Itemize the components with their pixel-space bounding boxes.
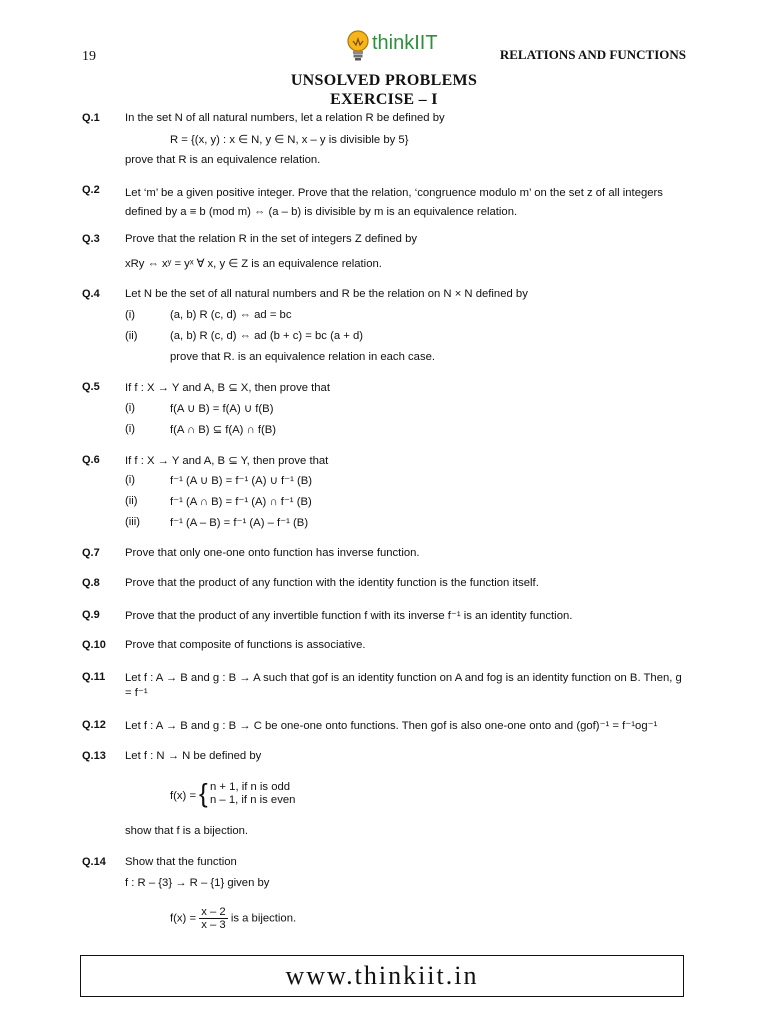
question-text: show that f is a bijection. bbox=[125, 825, 249, 837]
question-label: Q.11 bbox=[82, 671, 106, 683]
question-text: Let N be the set of all natural numbers and R be the relation on N × N defined by bbox=[125, 288, 528, 300]
question-text: In the set N of all natural numbers, let a relation R be defined by bbox=[125, 112, 445, 124]
question-label: Q.10 bbox=[82, 639, 106, 651]
function-lhs: f(x) = bbox=[170, 790, 197, 802]
question-label: Q.1 bbox=[82, 112, 100, 124]
part-label: (ii) bbox=[125, 330, 138, 342]
question-text: Show that the function bbox=[125, 856, 237, 868]
question-label: Q.12 bbox=[82, 719, 106, 731]
part-text: f(A ∪ B) = f(A) ∪ f(B) bbox=[170, 403, 274, 415]
page-subtitle: EXERCISE – I bbox=[330, 91, 438, 108]
question-text: f : R – {3} → R – {1} given by bbox=[125, 877, 270, 889]
question-label: Q.13 bbox=[82, 750, 106, 762]
question-formula: xRy ⇔ xʸ = yˣ ∀ x, y ∈ Z is an equivalence relation. bbox=[125, 258, 382, 270]
fraction-numerator: x – 2 bbox=[201, 906, 226, 918]
part-text: f(A ∩ B) ⊆ f(A) ∩ f(B) bbox=[170, 424, 277, 436]
part-text: f⁻¹ (A ∪ B) = f⁻¹ (A) ∪ f⁻¹ (B) bbox=[170, 475, 313, 487]
part-label: (i) bbox=[125, 423, 136, 435]
question-text: Prove that the relation R in the set of integers Z defined by bbox=[125, 233, 418, 245]
question-label: Q.7 bbox=[82, 547, 100, 559]
question-label: Q.14 bbox=[82, 856, 106, 868]
piecewise-case: n – 1, if n is even bbox=[210, 794, 296, 806]
part-label: (iii) bbox=[125, 516, 141, 528]
question-text: Prove that composite of functions is associative. bbox=[125, 639, 366, 651]
question-text: Let f : N → N be defined by bbox=[125, 750, 262, 762]
page-title: UNSOLVED PROBLEMS bbox=[290, 72, 478, 89]
part-text: f⁻¹ (A – B) = f⁻¹ (A) – f⁻¹ (B) bbox=[170, 517, 309, 529]
question-label: Q.4 bbox=[82, 288, 100, 300]
question-text: prove that R is an equivalence relation. bbox=[125, 154, 321, 166]
logo-text: thinkIIT bbox=[372, 32, 438, 54]
question-label: Q.5 bbox=[82, 381, 100, 393]
question-text: is a bijection. bbox=[230, 912, 297, 925]
question-text: prove that R. is an equivalence relation in each case. bbox=[170, 351, 436, 363]
thinkiit-logo bbox=[344, 26, 454, 66]
part-text: f⁻¹ (A ∩ B) = f⁻¹ (A) ∩ f⁻¹ (B) bbox=[170, 496, 312, 508]
brace-symbol: { bbox=[199, 778, 208, 808]
part-label: (i) bbox=[125, 309, 136, 321]
footer-url: www.thinkiit.in bbox=[285, 961, 479, 990]
question-text: Prove that only one-one onto function has inverse function. bbox=[125, 547, 420, 559]
fraction bbox=[199, 906, 228, 931]
lightbulb-icon bbox=[344, 28, 372, 64]
question-label: Q.6 bbox=[82, 454, 100, 466]
question-text: Prove that the product of any function with the identity function is the function itself. bbox=[125, 577, 539, 589]
function-lhs: f(x) = bbox=[170, 912, 197, 925]
piecewise-case: n + 1, if n is odd bbox=[210, 781, 291, 793]
part-label: (i) bbox=[125, 402, 136, 414]
running-title: RELATIONS AND FUNCTIONS bbox=[499, 47, 686, 62]
footer-box bbox=[80, 955, 684, 997]
part-label: (ii) bbox=[125, 495, 138, 507]
question-text: Let f : A → B and g : B → A such that gof is an identity function on A and fog is an identity function on B. Then, g = f⁻¹ bbox=[125, 672, 682, 699]
question-label: Q.9 bbox=[82, 609, 100, 621]
part-label: (i) bbox=[125, 474, 136, 486]
part-text: (a, b) R (c, d) ⇔ ad (b + c) = bc (a + d) bbox=[170, 330, 364, 342]
question-label: Q.8 bbox=[82, 577, 100, 589]
fraction-expression bbox=[170, 906, 296, 931]
question-label: Q.3 bbox=[82, 233, 100, 245]
question-text: Let ‘m’ be a given positive integer. Prove that the relation, ‘congruence modulo m’ on the set z of all integers defined by a ≡ b (mod m) ⇔ (a – b) is divisible by m is an equivalence relation. bbox=[125, 187, 663, 218]
question-text: Prove that the product of any invertible function f with its inverse f⁻¹ is an identity function. bbox=[125, 610, 573, 622]
page-number: 19 bbox=[82, 49, 96, 64]
part-text: (a, b) R (c, d) ⇔ ad = bc bbox=[170, 309, 292, 321]
question-text: If f : X → Y and A, B ⊆ X, then prove that bbox=[125, 382, 330, 394]
question-label: Q.2 bbox=[82, 184, 100, 196]
fraction-denominator: x – 3 bbox=[201, 919, 226, 931]
question-formula: R = {(x, y) : x ∈ N, y ∈ N, x – y is divisible by 5} bbox=[170, 134, 409, 146]
question-text: If f : X → Y and A, B ⊆ Y, then prove that bbox=[125, 455, 329, 467]
question-text: Let f : A → B and g : B → C be one-one onto functions. Then gof is also one-one onto and (gof)⁻¹ = f⁻¹og⁻¹ bbox=[125, 720, 658, 732]
